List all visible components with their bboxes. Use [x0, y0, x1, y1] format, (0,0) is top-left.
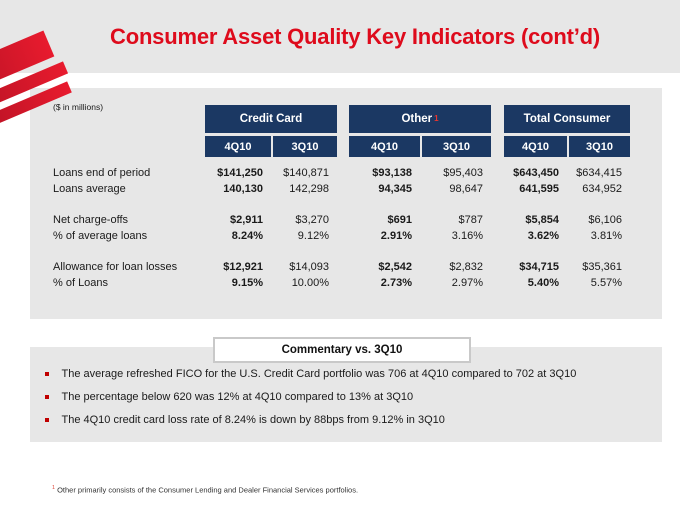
table-cell: $2,542 [378, 261, 412, 273]
row-spacer [47, 244, 630, 259]
table-group-header-row [47, 105, 630, 133]
table-cell: $34,715 [519, 261, 559, 273]
table-cell: 641,595 [519, 183, 559, 195]
group-label: Total Consumer [523, 113, 611, 125]
table-row [47, 228, 630, 244]
table-cell: $634,415 [576, 167, 622, 179]
bullet-icon [45, 395, 49, 399]
table-cell: $3,270 [295, 214, 329, 226]
bullet-text: The average refreshed FICO for the U.S. Credit Card portfolio was 706 at 4Q10 compared to 702 at 3Q10 [61, 368, 577, 380]
table-cell: $14,093 [289, 261, 329, 273]
footnote-marker: 1 [434, 113, 439, 123]
table-subheader-row [47, 136, 630, 157]
commentary-title: Commentary vs. 3Q10 [281, 344, 403, 356]
row-label: Loans end of period [53, 167, 151, 179]
table-cell: 3.16% [451, 230, 483, 242]
table-cell: 2.73% [380, 277, 412, 289]
table-row [47, 212, 630, 228]
commentary-title-box [213, 337, 471, 363]
table-cell: $787 [458, 214, 483, 226]
table-cell: 2.97% [451, 277, 483, 289]
list-item [30, 386, 662, 409]
table-cell: $6,106 [588, 214, 622, 226]
table-cell: 9.15% [231, 277, 263, 289]
group-label: Other [401, 113, 433, 125]
table-cell: $35,361 [582, 261, 622, 273]
row-label: Allowance for loan losses [53, 261, 178, 273]
list-item [30, 363, 662, 386]
bullet-text: The percentage below 620 was 12% at 4Q10 compared to 13% at 3Q10 [61, 391, 414, 403]
column-group-total-consumer [504, 105, 630, 133]
table-cell: 5.40% [527, 277, 559, 289]
list-item [30, 409, 662, 432]
table-row [47, 181, 630, 197]
row-spacer [47, 197, 630, 212]
row-label: % of Loans [53, 277, 109, 289]
table-cell: $691 [387, 214, 412, 226]
table-cell: $95,403 [443, 167, 483, 179]
table-cell: $93,138 [372, 167, 412, 179]
row-label: % of average loans [53, 230, 148, 242]
table-cell: 9.12% [297, 230, 329, 242]
table-cell: $5,854 [525, 214, 559, 226]
table-row [47, 275, 630, 291]
bullet-text: The 4Q10 credit card loss rate of 8.24% is down by 88bps from 9.12% in 3Q10 [61, 414, 445, 426]
column-header: 4Q10 [205, 136, 271, 157]
table-cell: 2.91% [380, 230, 412, 242]
table-cell: 94,345 [378, 183, 412, 195]
table-cell: 5.57% [590, 277, 622, 289]
column-header: 3Q10 [271, 136, 337, 157]
table-cell: $2,911 [229, 214, 263, 226]
row-label: Net charge-offs [53, 214, 129, 226]
group-label: Credit Card [239, 113, 303, 125]
table-row [47, 259, 630, 275]
column-header: 3Q10 [567, 136, 630, 157]
table-cell: $140,871 [283, 167, 329, 179]
table-cell: 140,130 [223, 183, 263, 195]
indicators-table [47, 105, 630, 291]
table-cell: $12,921 [223, 261, 263, 273]
footnote [52, 485, 358, 495]
table-cell: 3.81% [590, 230, 622, 242]
table-cell: $643,450 [513, 167, 559, 179]
table-cell: 142,298 [289, 183, 329, 195]
table-cell: $141,250 [217, 167, 263, 179]
column-header: 3Q10 [420, 136, 491, 157]
bullet-icon [45, 418, 49, 422]
table-cell: 8.24% [231, 230, 263, 242]
footnote-text: Other primarily consists of the Consumer Lending and Dealer Financial Services portfolios. [57, 485, 359, 495]
column-group-other [349, 105, 491, 133]
column-group-credit-card [205, 105, 337, 133]
page-title: Consumer Asset Quality Key Indicators (cont’d) [110, 23, 600, 49]
bofa-flag-logo [0, 0, 130, 140]
table-cell: 10.00% [291, 277, 329, 289]
table-cell: 98,647 [449, 183, 483, 195]
table-cell: $2,832 [449, 261, 483, 273]
bullet-icon [45, 372, 49, 376]
column-header: 4Q10 [504, 136, 567, 157]
footnote-marker: 1 [52, 485, 56, 491]
table-row [47, 165, 630, 181]
table-cell: 3.62% [527, 230, 559, 242]
column-header: 4Q10 [349, 136, 420, 157]
row-label: Loans average [53, 183, 126, 195]
units-label: ($ in millions) [53, 102, 104, 112]
table-cell: 634,952 [582, 183, 622, 195]
